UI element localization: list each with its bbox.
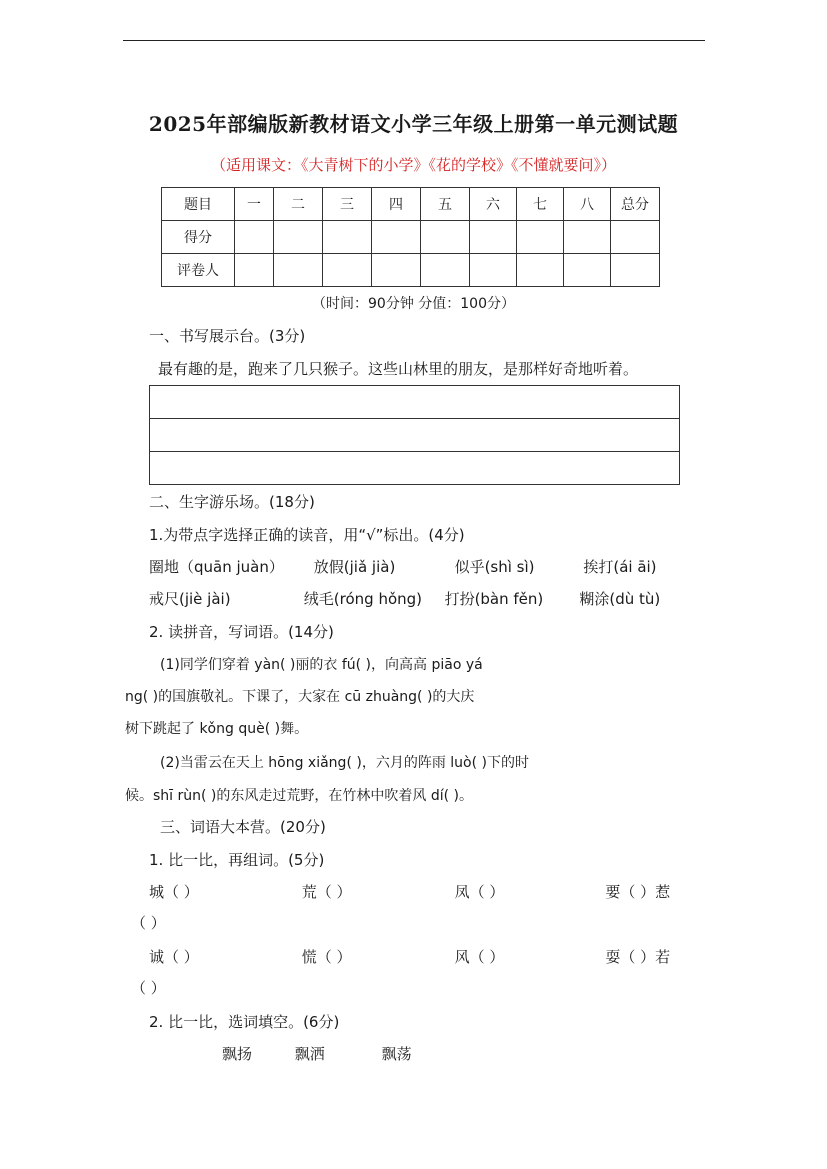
question-2-1-prompt: 1.为带点字选择正确的读音，用“√”标出。(4分): [149, 526, 465, 544]
grader-cell[interactable]: [564, 254, 611, 287]
score-cell[interactable]: [235, 221, 274, 254]
score-cell[interactable]: [517, 221, 564, 254]
header-cell: 题目: [162, 188, 235, 221]
score-table-row: [162, 221, 660, 254]
word-option: 飘荡: [381, 1045, 412, 1063]
grader-cell[interactable]: [470, 254, 517, 287]
pinyin-choice[interactable]: 放假(jiǎ jià): [313, 558, 396, 576]
compare-word-row: [149, 946, 670, 967]
pinyin-paragraph-line: (2)当雷云在天上 hōng xiǎng( )，六月的阵雨 luò( )下的时: [160, 755, 529, 771]
compare-item-continued[interactable]: （ ）: [131, 914, 166, 932]
pinyin-choice[interactable]: 挨打(ái āi): [583, 558, 657, 576]
score-table-header-row: [162, 188, 660, 221]
question-2-2-prompt: 2. 读拼音，写词语。(14分): [149, 623, 334, 641]
pinyin-choice[interactable]: 打扮(bàn fěn): [444, 590, 544, 608]
pinyin-paragraph-line: ng( )的国旗敬礼。下课了，大家在 cū zhuàng( )的大庆: [125, 689, 475, 705]
compare-item[interactable]: 城（ ）: [149, 883, 199, 901]
pinyin-choice[interactable]: 戒尺(jiè jài): [149, 590, 231, 608]
pinyin-paragraph-line: 候。shī rùn( )的东风走过荒野，在竹林中吹着风 dí( )。: [125, 788, 473, 804]
grader-cell[interactable]: [274, 254, 323, 287]
compare-item[interactable]: 慌（ ）: [301, 948, 352, 966]
grader-cell[interactable]: [517, 254, 564, 287]
score-cell[interactable]: [470, 221, 517, 254]
pinyin-choice[interactable]: 似乎(shì sì): [454, 558, 535, 576]
word-bank: [222, 1043, 412, 1064]
applicable-texts: （适用课文：《大青树下的小学》《花的学校》《不懂就要问》）: [210, 156, 616, 174]
compare-item[interactable]: 风（ ）: [454, 948, 505, 966]
grader-cell[interactable]: [421, 254, 470, 287]
pinyin-paragraph-line: 树下跳起了 kǒng què( )舞。: [125, 721, 309, 737]
header-cell: 总分: [611, 188, 660, 221]
word-option: 飘扬: [222, 1045, 253, 1063]
row-label: 评卷人: [162, 254, 235, 287]
score-table: [161, 187, 660, 287]
section-3-heading: 三、词语大本营。(20分): [160, 818, 326, 836]
word-option: 飘洒: [294, 1045, 325, 1063]
score-cell[interactable]: [611, 221, 660, 254]
question-3-2-prompt: 2. 比一比，选词填空。(6分): [149, 1013, 340, 1031]
score-cell[interactable]: [372, 221, 421, 254]
score-table-row: [162, 254, 660, 287]
grader-cell[interactable]: [611, 254, 660, 287]
compare-word-row: [149, 881, 670, 902]
question-3-1-prompt: 1. 比一比，再组词。(5分): [149, 851, 325, 869]
pinyin-choice-row: [149, 588, 660, 609]
compare-item-continued[interactable]: （ ）: [131, 979, 166, 997]
page-title: 2025年部编版新教材语文小学三年级上册第一单元测试题: [148, 112, 679, 136]
writing-line[interactable]: [150, 419, 679, 452]
pinyin-choice-row: [149, 556, 657, 577]
header-cell: 三: [323, 188, 372, 221]
grader-cell[interactable]: [235, 254, 274, 287]
compare-item[interactable]: 凤（ ）: [454, 883, 505, 901]
compare-item[interactable]: 荒（ ）: [301, 883, 352, 901]
pinyin-choice[interactable]: 圈地（quān juàn）: [149, 558, 284, 576]
top-rule: [123, 40, 705, 41]
header-cell: 五: [421, 188, 470, 221]
header-cell: 七: [517, 188, 564, 221]
writing-line[interactable]: [150, 452, 679, 484]
header-cell: 六: [470, 188, 517, 221]
grader-cell[interactable]: [323, 254, 372, 287]
header-cell: 二: [274, 188, 323, 221]
header-cell: 四: [372, 188, 421, 221]
section-2-heading: 二、生字游乐场。(18分): [149, 493, 315, 511]
header-cell: 一: [235, 188, 274, 221]
writing-box: [149, 385, 680, 485]
compare-item[interactable]: 诚（ ）: [149, 948, 199, 966]
pinyin-choice[interactable]: 糊涂(dù tù): [579, 590, 661, 608]
grader-cell[interactable]: [372, 254, 421, 287]
copy-sentence: 最有趣的是，跑来了几只猴子。这些山林里的朋友，是那样好奇地听着。: [158, 360, 639, 378]
score-cell[interactable]: [323, 221, 372, 254]
compare-item[interactable]: 要（ ）惹: [605, 883, 671, 901]
row-label: 得分: [162, 221, 235, 254]
compare-item[interactable]: 耍（ ）若: [605, 948, 671, 966]
score-cell[interactable]: [421, 221, 470, 254]
score-cell[interactable]: [564, 221, 611, 254]
header-cell: 八: [564, 188, 611, 221]
section-1-heading: 一、书写展示台。(3分): [149, 327, 306, 345]
score-cell[interactable]: [274, 221, 323, 254]
writing-line[interactable]: [150, 386, 679, 419]
exam-info: （时间：90分钟 分值：100分）: [312, 296, 515, 312]
pinyin-paragraph-line: (1)同学们穿着 yàn( )丽的衣 fú( )，向高高 piāo yá: [160, 657, 483, 673]
pinyin-choice[interactable]: 绒毛(róng hǒng): [303, 590, 423, 608]
